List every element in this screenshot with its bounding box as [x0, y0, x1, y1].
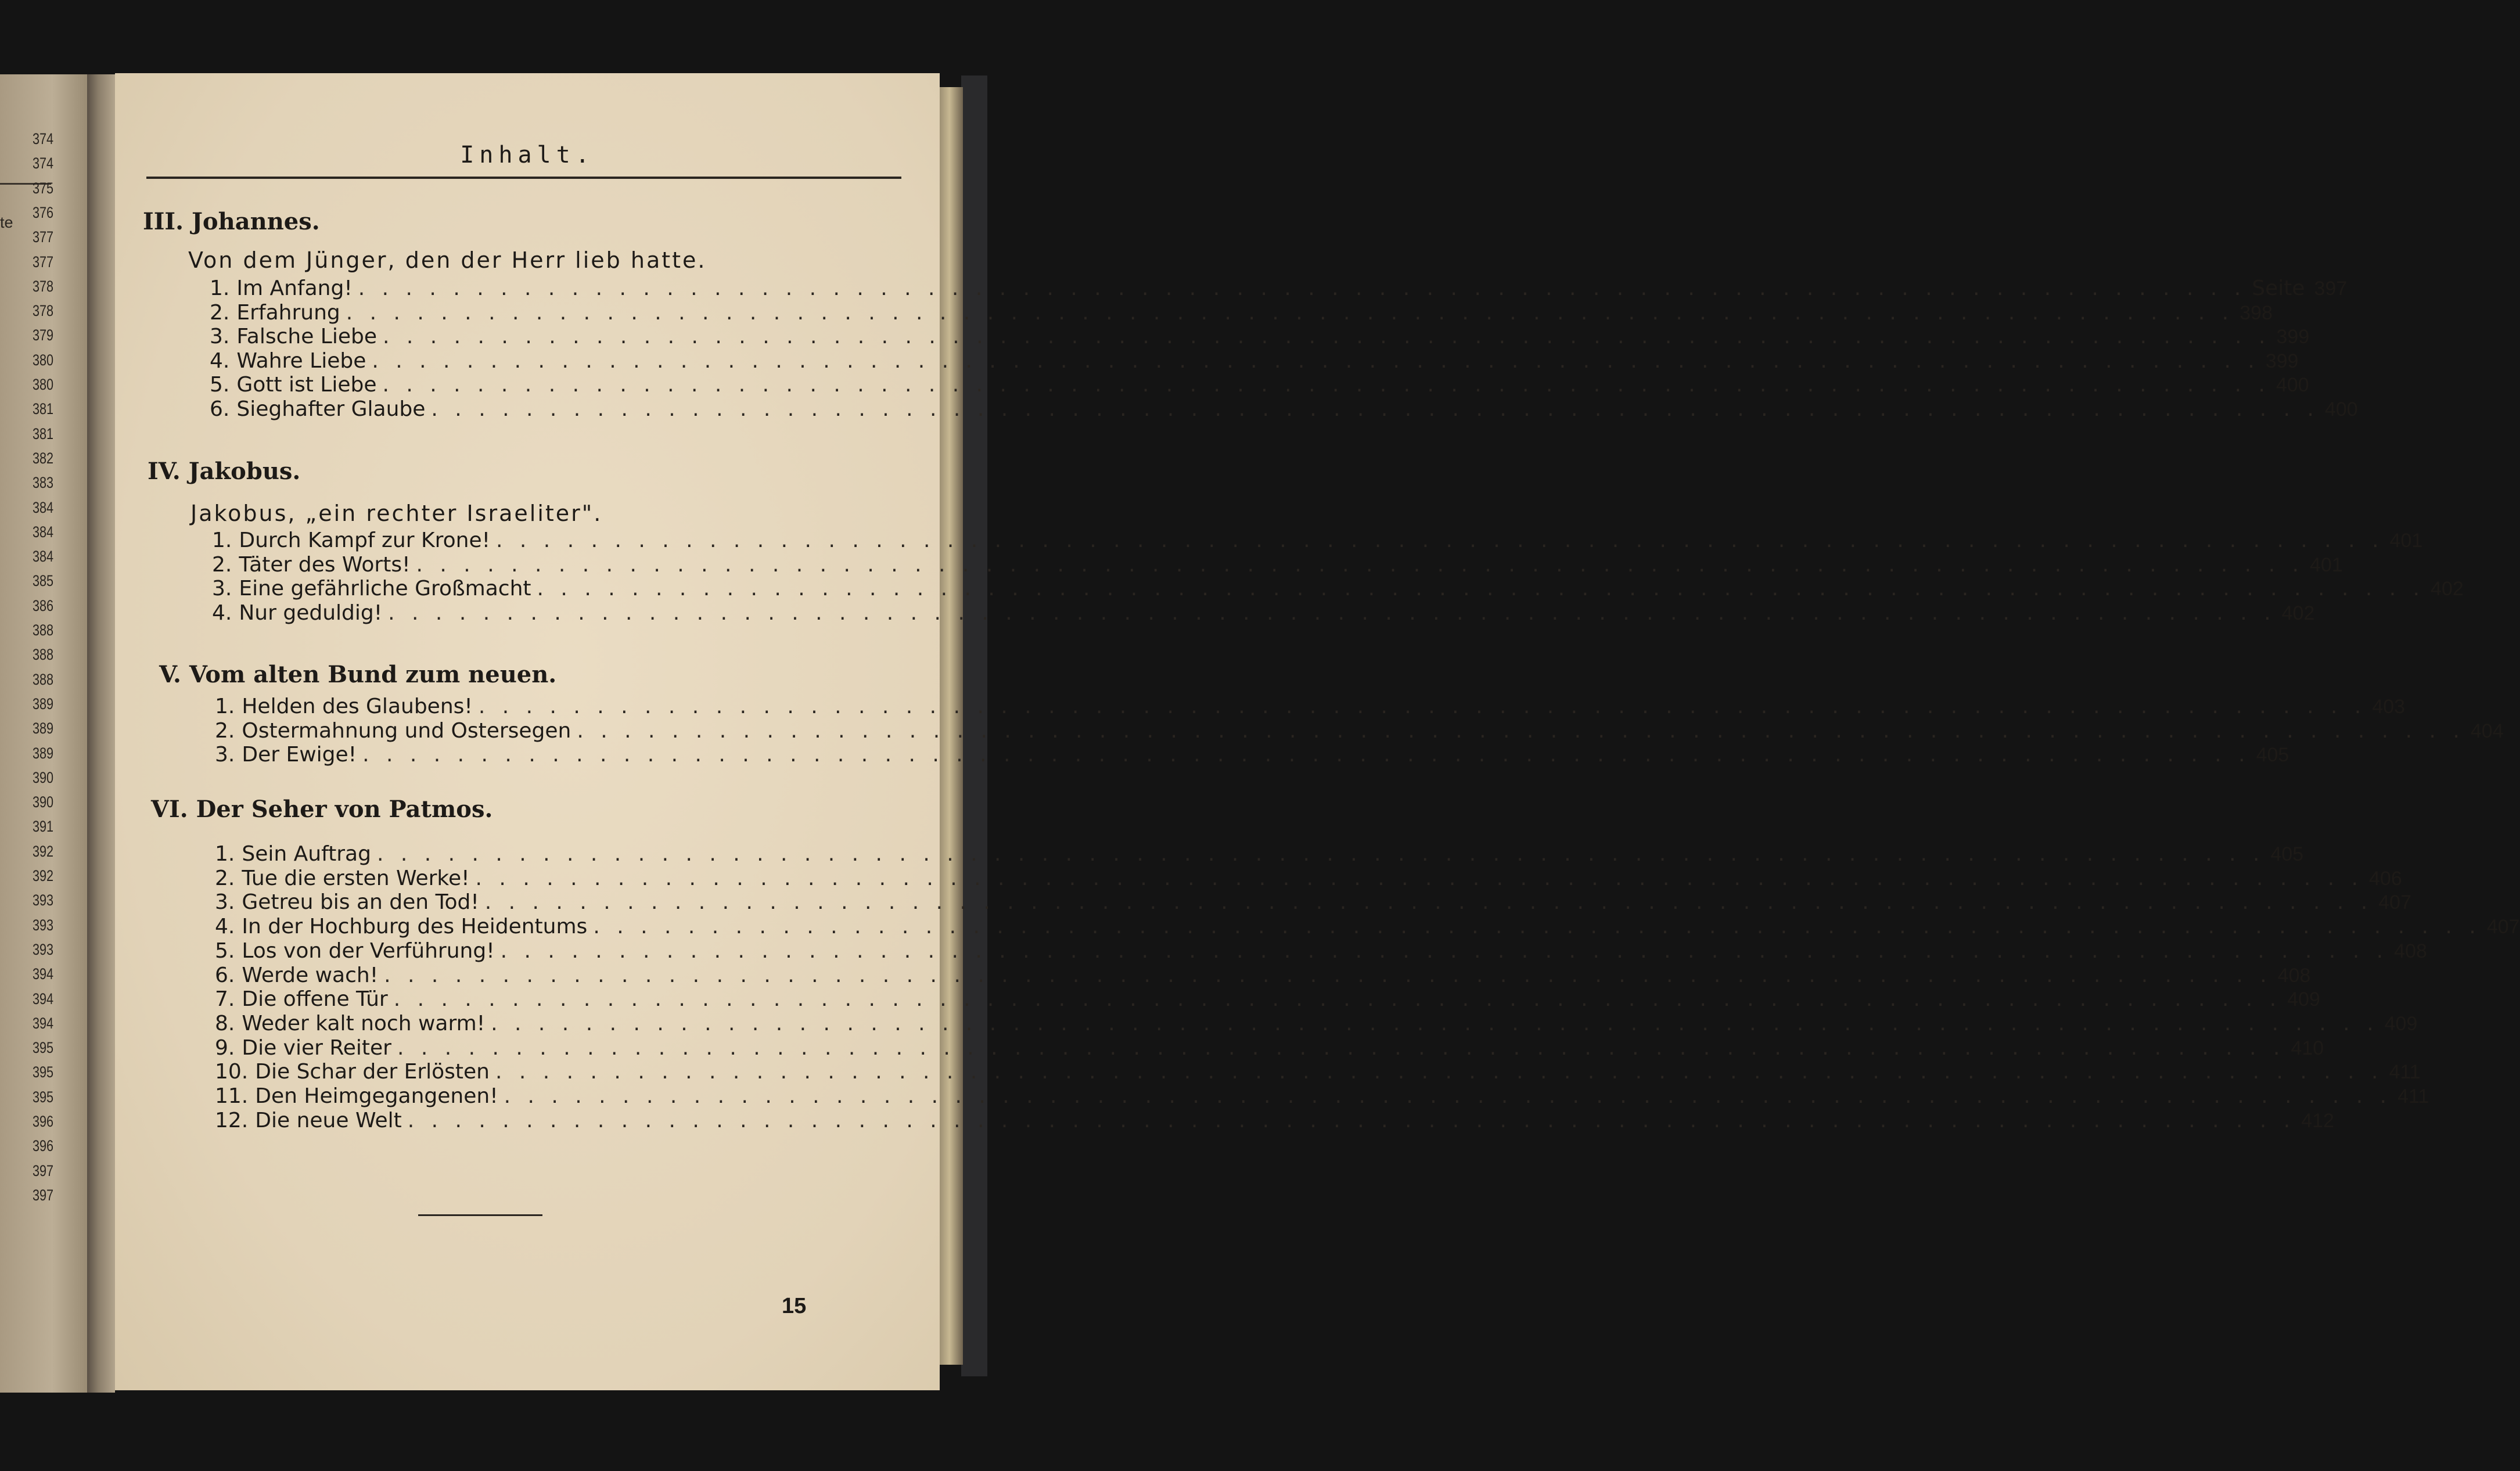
toc-entry: [210, 300, 2273, 325]
left-page-number: 395: [32, 1039, 53, 1057]
entry-number: 3.: [215, 743, 235, 767]
left-page-number: 394: [32, 990, 53, 1008]
dot-leader: . . . . . . . . . . . . . . . . . . . . . . . . . . . . . . . . . . . . . . . . . . . . . . . . . . . . . . . . . . . . . . . . . . . . . . . . . . . . . . . .: [593, 915, 2481, 939]
left-page-number: 379: [32, 326, 53, 344]
left-page-number: 381: [32, 400, 53, 418]
entry-page-number: 405: [2256, 744, 2289, 766]
entry-number: 1.: [212, 528, 232, 552]
section-name: Vom alten Bund zum neuen.: [189, 661, 557, 688]
left-page-number: 389: [32, 744, 53, 762]
page-title: Inhalt.: [460, 142, 595, 168]
dot-leader: . . . . . . . . . . . . . . . . . . . . . . . . . . . . . . . . . . . . . . . . . . . . . . . . . . . . . . . . . . . . . . . . . . . . . . . . . . . . . . . .: [346, 300, 2234, 325]
toc-entry: [215, 1035, 2324, 1060]
entry-number: 4.: [210, 348, 230, 373]
section-name: Jakobus.: [188, 458, 301, 485]
section-numeral: III.: [143, 208, 184, 235]
section-numeral: IV.: [148, 458, 181, 485]
dot-leader: . . . . . . . . . . . . . . . . . . . . . . . . . . . . . . . . . . . . . . . . . . . . . . . . . . . . . . . . . . . . . . . . . . . . . . . . . . . . . . . .: [504, 1084, 2392, 1108]
entry-page-number: 411: [2389, 1061, 2421, 1084]
dot-leader: . . . . . . . . . . . . . . . . . . . . . . . . . . . . . . . . . . . . . . . . . . . . . . . . . . . . . . . . . . . . . . . . . . . . . . . . . . . . . . . .: [431, 397, 2319, 421]
left-page-number: 395: [32, 1088, 53, 1106]
left-page-number: 394: [32, 965, 53, 983]
toc-entry: [212, 552, 2343, 577]
entry-page-number: 409: [2384, 1012, 2418, 1035]
entry-page-number: 411: [2397, 1085, 2429, 1107]
dot-leader: . . . . . . . . . . . . . . . . . . . . . . . . . . . . . . . . . . . . . . . . . . . . . . . . . . . . . . . . . . . . . . . . . . . . . . . . . . . . . . . .: [500, 938, 2389, 963]
section-numeral: VI.: [151, 796, 188, 823]
toc-entry: [210, 397, 2358, 422]
entry-number: 7.: [215, 987, 235, 1012]
left-page-number: 384: [32, 548, 53, 566]
entry-title: Eine gefährliche Großmacht: [239, 577, 531, 600]
left-page: [0, 74, 87, 1393]
entry-title: Nur geduldig!: [239, 600, 383, 625]
dot-leader: . . . . . . . . . . . . . . . . . . . . . . . . . . . . . . . . . . . . . . . . . . . . . . . . . . . . . . . . . . . . . . . . . . . . . . . . . . . . . . . .: [372, 348, 2260, 373]
left-page-number: 393: [32, 940, 53, 958]
dot-leader: . . . . . . . . . . . . . . . . . . . . . . . . . . . . . . . . . . . . . . . . . . . . . . . . . . . . . . . . . . . . . . . . . . . . . . . . . . . . . . . .: [496, 528, 2384, 552]
toc-entry: [210, 276, 2348, 301]
toc-entry: [210, 348, 2299, 373]
dot-leader: . . . . . . . . . . . . . . . . . . . . . . . . . . . . . . . . . . . . . . . . . . . . . . . . . . . . . . . . . . . . . . . . . . . . . . . . . . . . . . . .: [382, 373, 2270, 397]
entry-number: 2.: [215, 866, 235, 890]
left-page-number: 392: [32, 867, 53, 884]
left-page-number: 388: [32, 646, 53, 664]
toc-entry: [215, 866, 2402, 891]
toc-entry: [210, 325, 2310, 349]
entry-title: Gott ist Liebe: [236, 373, 377, 397]
left-page-number: 374: [32, 130, 53, 148]
entry-title: Getreu bis an den Tod!: [242, 890, 479, 915]
entry-page-number: 408: [2277, 964, 2311, 987]
entry-title: Helden des Glaubens!: [242, 695, 473, 718]
left-page-number: 389: [32, 695, 53, 713]
toc-entry: [212, 600, 2315, 625]
entry-number: 2.: [210, 300, 230, 325]
toc-entry: [215, 1011, 2418, 1036]
entry-number: 10.: [215, 1060, 249, 1084]
entry-number: 1.: [210, 276, 230, 300]
dot-leader: . . . . . . . . . . . . . . . . . . . . . . . . . . . . . . . . . . . . . . . . . . . . . . . . . . . . . . . . . . . . . . . . . . . . . . . . . . . . . . . .: [495, 1060, 2384, 1084]
left-page-number: 386: [32, 596, 53, 614]
left-page-number: 378: [32, 302, 53, 320]
entry-number: 9.: [215, 1035, 235, 1060]
left-page-number: 397: [32, 1161, 53, 1179]
left-page-number: 384: [32, 498, 53, 516]
entry-page-number: 402: [2281, 602, 2315, 624]
section-subtitle-3: Von dem Jünger, den der Herr lieb hatte.: [188, 247, 707, 273]
entry-number: 11.: [215, 1084, 249, 1108]
entry-title: Im Anfang!: [236, 276, 353, 300]
toc-entry: [215, 938, 2427, 963]
entry-title: Die offene Tür: [242, 987, 388, 1012]
toc-entry: [215, 987, 2320, 1012]
toc-entry: [215, 743, 2289, 767]
left-page-number: 388: [32, 621, 53, 639]
entry-title: Falsche Liebe: [236, 325, 377, 348]
left-page-number: 393: [32, 891, 53, 909]
entry-title: Erfahrung: [236, 300, 340, 325]
entry-page-number: 399: [2276, 326, 2310, 348]
dot-leader: . . . . . . . . . . . . . . . . . . . . . . . . . . . . . . . . . . . . . . . . . . . . . . . . . . . . . . . . . . . . . . . . . . . . . . . . . . . . . . . .: [388, 600, 2276, 625]
entry-number: 3.: [212, 577, 232, 600]
entry-page-number: 403: [2372, 696, 2406, 718]
dot-leader: . . . . . . . . . . . . . . . . . . . . . . . . . . . . . . . . . . . . . . . . . . . . . . . . . . . . . . . . . . . . . . . . . . . . . . . . . . . . . . . .: [537, 577, 2425, 600]
entry-title: Durch Kampf zur Krone!: [239, 528, 491, 552]
entry-number: 3.: [215, 890, 235, 915]
dot-leader: . . . . . . . . . . . . . . . . . . . . . . . . . . . . . . . . . . . . . . . . . . . . . . . . . . . . . . . . . . . . . . . . . . . . . . . . . . . . . . . .: [358, 276, 2246, 300]
toc-entry: [215, 963, 2311, 988]
dot-leader: . . . . . . . . . . . . . . . . . . . . . . . . . . . . . . . . . . . . . . . . . . . . . . . . . . . . . . . . . . . . . . . . . . . . . . . . . . . . . . . .: [384, 963, 2272, 987]
entry-page-number: 398: [2239, 301, 2273, 324]
entry-title: Ostermahnung und Ostersegen: [242, 718, 571, 743]
toc-entry: [215, 1108, 2334, 1133]
left-page-number: 381: [32, 425, 53, 443]
toc-entry: [210, 373, 2309, 397]
toc-entry: [215, 915, 2520, 939]
left-page-number: 392: [32, 842, 53, 860]
dot-leader: . . . . . . . . . . . . . . . . . . . . . . . . . . . . . . . . . . . . . . . . . . . . . . . . . . . . . . . . . . . . . . . . . . . . . . . . . . . . . . . .: [376, 842, 2265, 866]
left-page-number: 376: [32, 203, 53, 221]
entry-number: 1.: [215, 695, 235, 718]
left-page-number: 390: [32, 768, 53, 786]
entry-page-number: 407: [2486, 916, 2520, 938]
entry-title: Wahre Liebe: [236, 348, 366, 373]
section-heading-4: [148, 458, 300, 485]
dot-leader: . . . . . . . . . . . . . . . . . . . . . . . . . . . . . . . . . . . . . . . . . . . . . . . . . . . . . . . . . . . . . . . . . . . . . . . . . . . . . . . .: [475, 866, 2364, 890]
dot-leader: . . . . . . . . . . . . . . . . . . . . . . . . . . . . . . . . . . . . . . . . . . . . . . . . . . . . . . . . . . . . . . . . . . . . . . . . . . . . . . . .: [484, 890, 2373, 915]
closing-rule: [418, 1214, 542, 1216]
dot-leader: . . . . . . . . . . . . . . . . . . . . . . . . . . . . . . . . . . . . . . . . . . . . . . . . . . . . . . . . . . . . . . . . . . . . . . . . . . . . . . . .: [383, 325, 2271, 348]
left-page-number: 378: [32, 277, 53, 295]
page-number: 15: [782, 1294, 807, 1318]
entry-page-number: 400: [2275, 374, 2309, 396]
dot-leader: . . . . . . . . . . . . . . . . . . . . . . . . . . . . . . . . . . . . . . . . . . . . . . . . . . . . . . . . . . . . . . . . . . . . . . . . . . . . . . . .: [416, 552, 2305, 577]
dot-leader: . . . . . . . . . . . . . . . . . . . . . . . . . . . . . . . . . . . . . . . . . . . . . . . . . . . . . . . . . . . . . . . . . . . . . . . . . . . . . . . .: [397, 1035, 2285, 1060]
entry-number: 1.: [215, 842, 235, 866]
section-heading-5: [159, 661, 556, 688]
entry-title: Der Ewige!: [242, 743, 357, 767]
left-page-number: 377: [32, 228, 53, 246]
left-page-number: 390: [32, 793, 53, 811]
entry-title: Die Schar der Erlösten: [255, 1060, 490, 1084]
entry-title: Den Heimgegangenen!: [255, 1084, 498, 1108]
section-numeral: V.: [159, 661, 181, 688]
left-page-number: 396: [32, 1113, 53, 1130]
entry-page-number: 399: [2265, 350, 2299, 372]
left-page-number: 397: [32, 1186, 53, 1204]
left-page-number: 388: [32, 670, 53, 688]
toc-entry: [215, 718, 2504, 743]
entry-number: 5.: [210, 373, 230, 397]
section-name: Der Seher von Patmos.: [196, 796, 493, 823]
left-page-number: 375: [32, 179, 53, 197]
toc-entry: [215, 890, 2411, 915]
section-heading-6: [151, 796, 493, 823]
entry-page-number: 408: [2394, 940, 2427, 962]
entry-page-number: 400: [2324, 398, 2358, 420]
entry-page-number: 404: [2470, 720, 2504, 742]
title-rule: [146, 177, 901, 179]
left-page-number: 393: [32, 916, 53, 934]
book-gutter: [87, 74, 115, 1393]
entry-number: 8.: [215, 1011, 235, 1035]
toc-entry: [212, 577, 2464, 601]
left-page-header-fragment: te: [0, 214, 13, 231]
entry-title: In der Hochburg des Heidentums: [242, 915, 588, 939]
section-subtitle-4: Jakobus, „ein rechter Israeliter".: [190, 501, 603, 526]
section-name: Johannes.: [192, 208, 320, 235]
left-page-number: 385: [32, 572, 53, 590]
entry-page-number: 412: [2301, 1109, 2334, 1132]
dot-leader: . . . . . . . . . . . . . . . . . . . . . . . . . . . . . . . . . . . . . . . . . . . . . . . . . . . . . . . . . . . . . . . . . . . . . . . . . . . . . . . .: [478, 695, 2367, 718]
entry-title: Weder kalt noch warm!: [242, 1011, 486, 1035]
dot-leader: . . . . . . . . . . . . . . . . . . . . . . . . . . . . . . . . . . . . . . . . . . . . . . . . . . . . . . . . . . . . . . . . . . . . . . . . . . . . . . . .: [393, 987, 2282, 1012]
entry-number: 3.: [210, 325, 230, 348]
entry-page-number: 401: [2310, 553, 2343, 576]
left-page-number: 380: [32, 376, 53, 393]
entry-number: 4.: [212, 600, 232, 625]
left-page-number: 396: [32, 1137, 53, 1155]
toc-entry: [215, 695, 2406, 719]
entry-page-number: 410: [2291, 1037, 2324, 1059]
entry-title: Die vier Reiter: [242, 1035, 391, 1060]
entry-title: Werde wach!: [242, 963, 379, 987]
left-page-number: 380: [32, 351, 53, 369]
entry-title: Die neue Welt: [255, 1108, 402, 1132]
entry-number: 6.: [215, 963, 235, 987]
entry-number: 2.: [212, 552, 232, 577]
toc-entry: [215, 1084, 2429, 1109]
entry-page-number: 409: [2287, 988, 2320, 1011]
left-page-number: 382: [32, 449, 53, 467]
left-page-number: 377: [32, 253, 53, 271]
toc-page: [115, 73, 2520, 1390]
entry-page-number: 397: [2314, 278, 2348, 300]
entry-page-number: 401: [2389, 530, 2423, 552]
entry-number: 6.: [210, 397, 230, 421]
seite-label: Seite: [2252, 276, 2305, 300]
entry-title: Täter des Worts!: [239, 552, 411, 577]
entry-number: 5.: [215, 938, 235, 963]
toc-entry: [212, 528, 2423, 553]
section-heading-3: [143, 208, 320, 235]
toc-entry: [215, 842, 2304, 866]
entry-title: Sieghafter Glaube: [236, 397, 426, 421]
dot-leader: . . . . . . . . . . . . . . . . . . . . . . . . . . . . . . . . . . . . . . . . . . . . . . . . . . . . . . . . . . . . . . . . . . . . . . . . . . . . . . . .: [491, 1011, 2379, 1035]
entry-number: 4.: [215, 915, 235, 939]
left-page-number: 384: [32, 523, 53, 541]
left-page-number: 394: [32, 1014, 53, 1032]
dot-leader: . . . . . . . . . . . . . . . . . . . . . . . . . . . . . . . . . . . . . . . . . . . . . . . . . . . . . . . . . . . . . . . . . . . . . . . . . . . . . . . .: [362, 743, 2251, 767]
dot-leader: . . . . . . . . . . . . . . . . . . . . . . . . . . . . . . . . . . . . . . . . . . . . . . . . . . . . . . . . . . . . . . . . . . . . . . . . . . . . . . . .: [407, 1108, 2296, 1132]
left-page-number: 383: [32, 474, 53, 492]
entry-number: 2.: [215, 718, 235, 743]
dot-leader: . . . . . . . . . . . . . . . . . . . . . . . . . . . . . . . . . . . . . . . . . . . . . . . . . . . . . . . . . . . . . . . . . . . . . . . . . . . . . . . .: [577, 718, 2465, 743]
entry-title: Los von der Verführung!: [242, 938, 495, 963]
left-page-number: 389: [32, 720, 53, 738]
entry-page-number: 405: [2270, 843, 2304, 865]
entry-number: 12.: [215, 1108, 249, 1132]
entry-title: Tue die ersten Werke!: [242, 866, 470, 890]
left-page-number: 395: [32, 1063, 53, 1081]
entry-page-number: 407: [2378, 891, 2411, 914]
toc-entry: [215, 1060, 2421, 1084]
entry-page-number: 402: [2431, 578, 2464, 600]
entry-page-number: 406: [2369, 867, 2402, 890]
left-page-number: 374: [32, 154, 53, 172]
entry-title: Sein Auftrag: [242, 842, 371, 866]
left-page-number: 391: [32, 818, 53, 836]
